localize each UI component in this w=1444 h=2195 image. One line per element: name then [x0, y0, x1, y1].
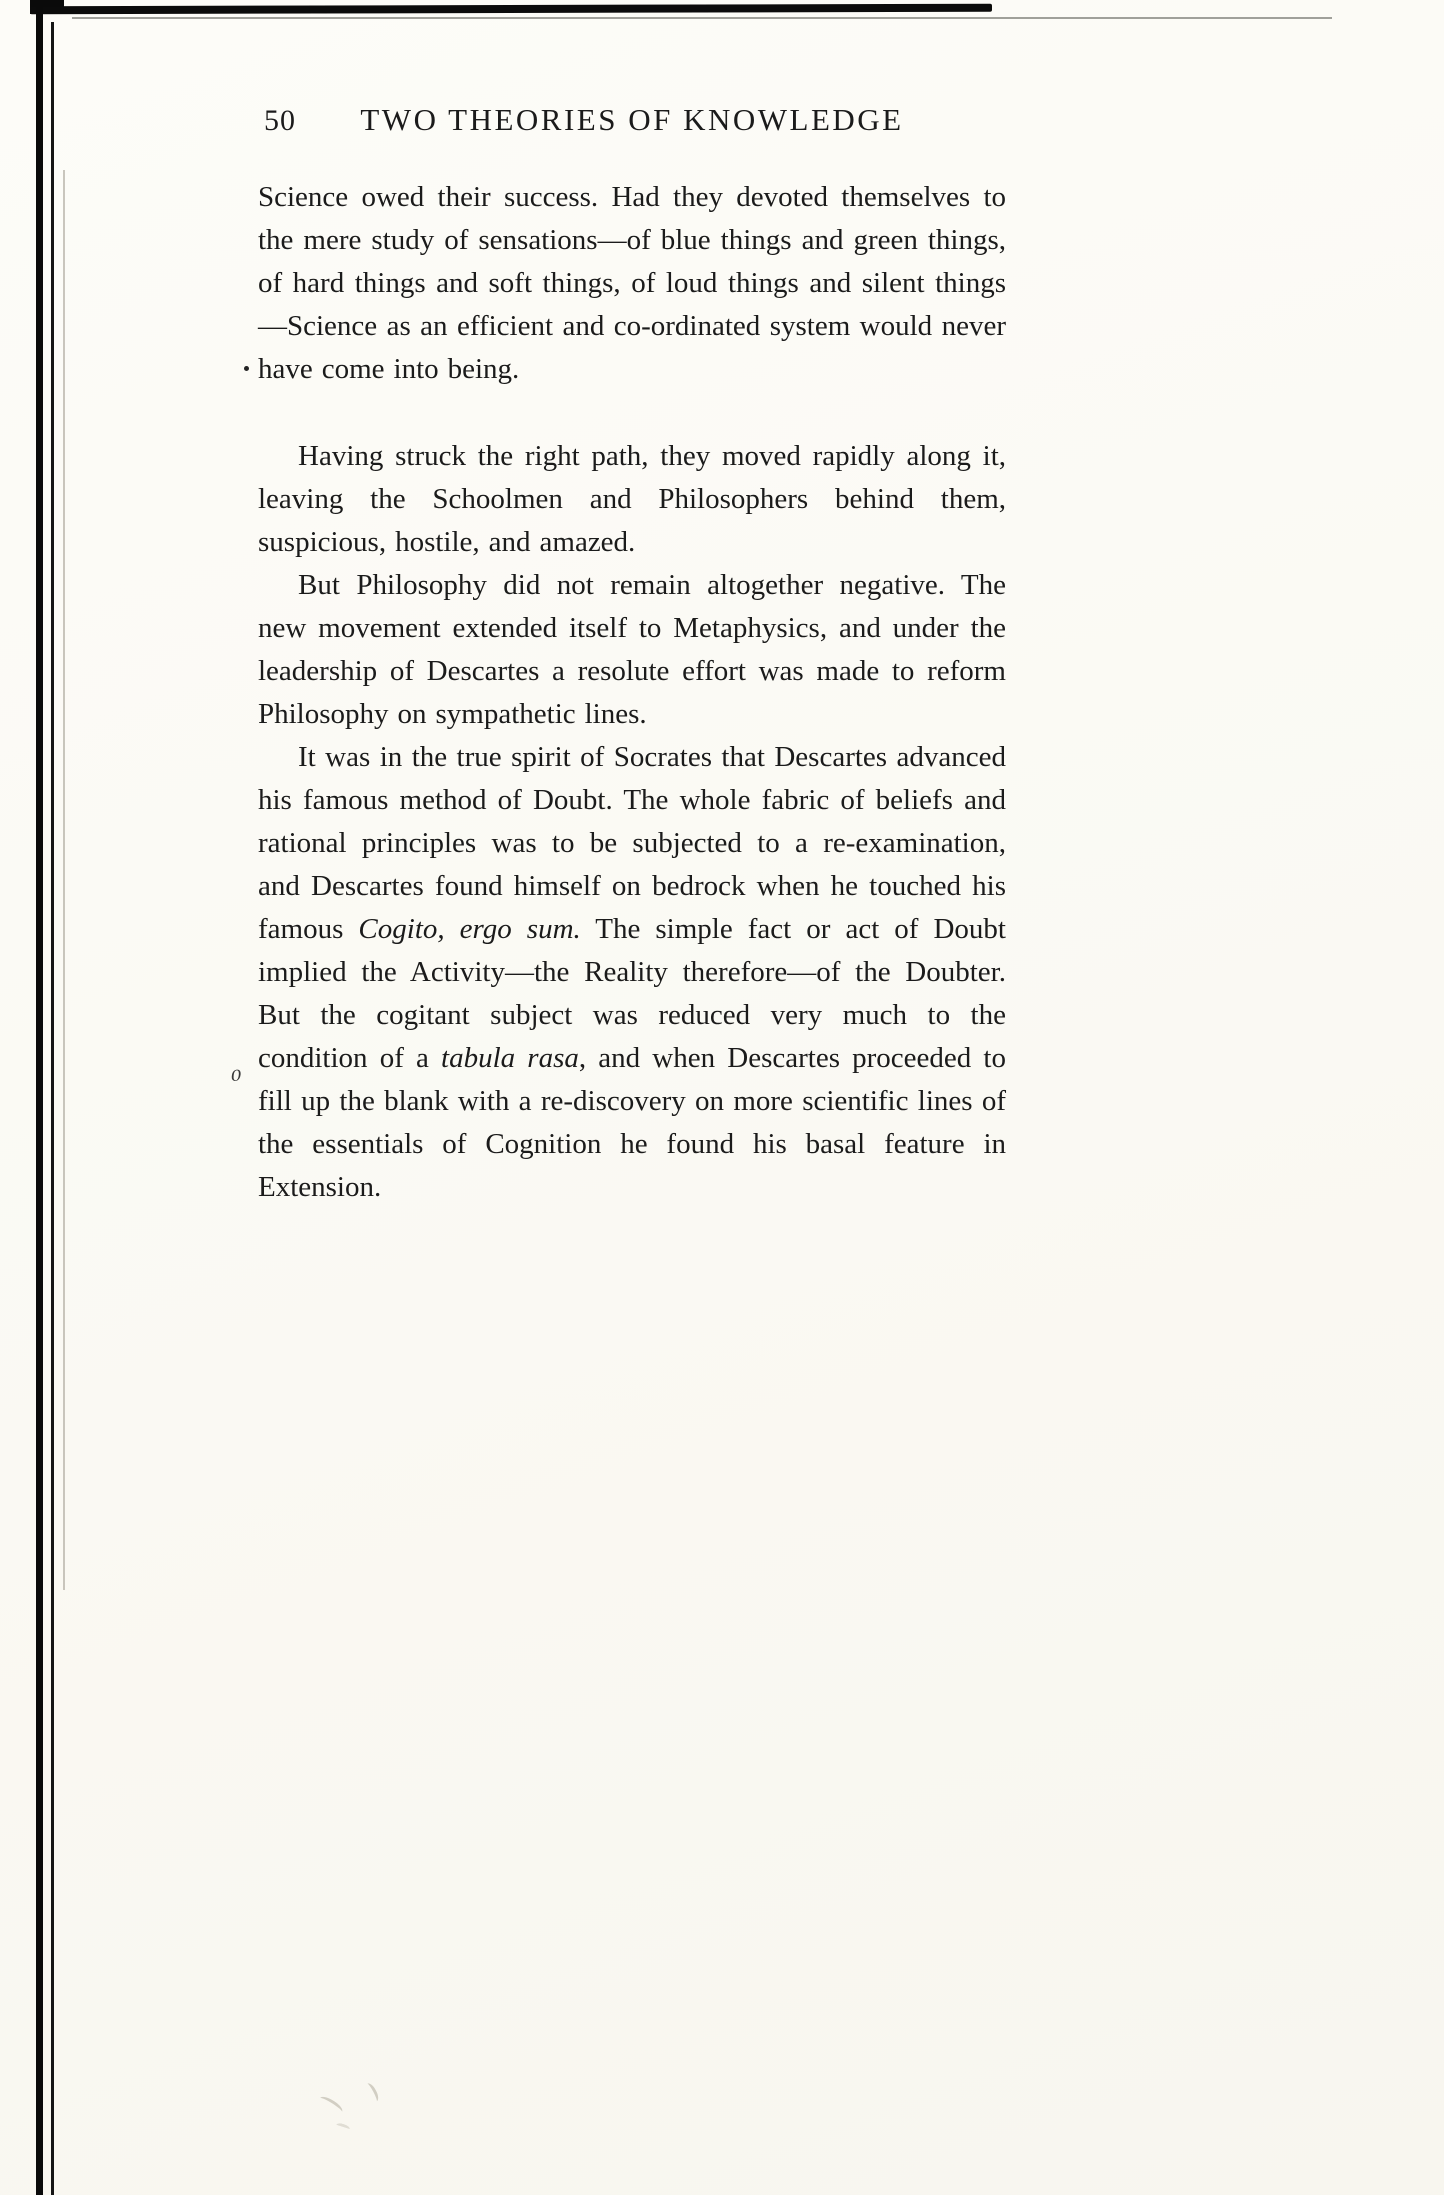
paragraph-having-struck: [258, 435, 1006, 564]
paragraph-text: The simple fact or act of Doubt implied the Activity—the Reality therefore—of the Doubter. But the cogitant subject was reduced very much to the condition of a: [258, 913, 1006, 1074]
scan-margin-mark: ⁰: [229, 1065, 245, 1096]
page-number: 50: [264, 104, 296, 137]
page-content: [258, 102, 1006, 1209]
paragraph-descartes-doubt: [258, 736, 1006, 1209]
paragraph-but-philosophy: [258, 564, 1006, 736]
latin-phrase-tabula-rasa: tabula rasa: [441, 1042, 579, 1074]
scan-edge-top-thin: [72, 17, 1332, 19]
scan-edge-left-inner: [51, 22, 54, 2195]
scan-artifact-dot: [244, 366, 249, 371]
paragraph-text: Having struck the right path, they moved rapidly along it, leaving the Schoolmen and Philosophers behind them, suspicious, hostile, and amazed.: [258, 440, 1006, 558]
paragraph-text: , and when Descartes proceeded to fill up the blank with a re-discovery on more scientific lines of the essentials of Cognition he found his basal feature in Extension.: [258, 1042, 1006, 1203]
scan-edge-left-outer: [36, 0, 43, 2195]
page-title: TWO THEORIES OF KNOWLEDGE: [360, 102, 904, 137]
scan-crease-line: [63, 170, 65, 1590]
paragraph-text: Science owed their success. Had they devoted themselves to the mere study of sensations—of blue things and green things, of hard things and soft things, of loud things and silent things—Science as an efficient and co-ordinated system would never have come into being.: [258, 181, 1006, 385]
paragraph-text: But Philosophy did not remain altogether negative. The new movement extended itself to Metaphysics, and under the leadership of Descartes a resolute effort was made to reform Philosophy on sympathetic lines.: [258, 569, 1006, 730]
paragraph-text: It was in the true spirit of Socrates that Descartes advanced his famous method of Doubt. The whole fabric of beliefs and rational principles was to be subjected to a re-examination, and Descartes found himself on bedrock when he touched his famous: [258, 741, 1006, 945]
latin-phrase-cogito: Cogito, ergo sum.: [358, 913, 581, 945]
paragraph-science-success: [258, 176, 1006, 391]
page-header: [258, 102, 1006, 146]
